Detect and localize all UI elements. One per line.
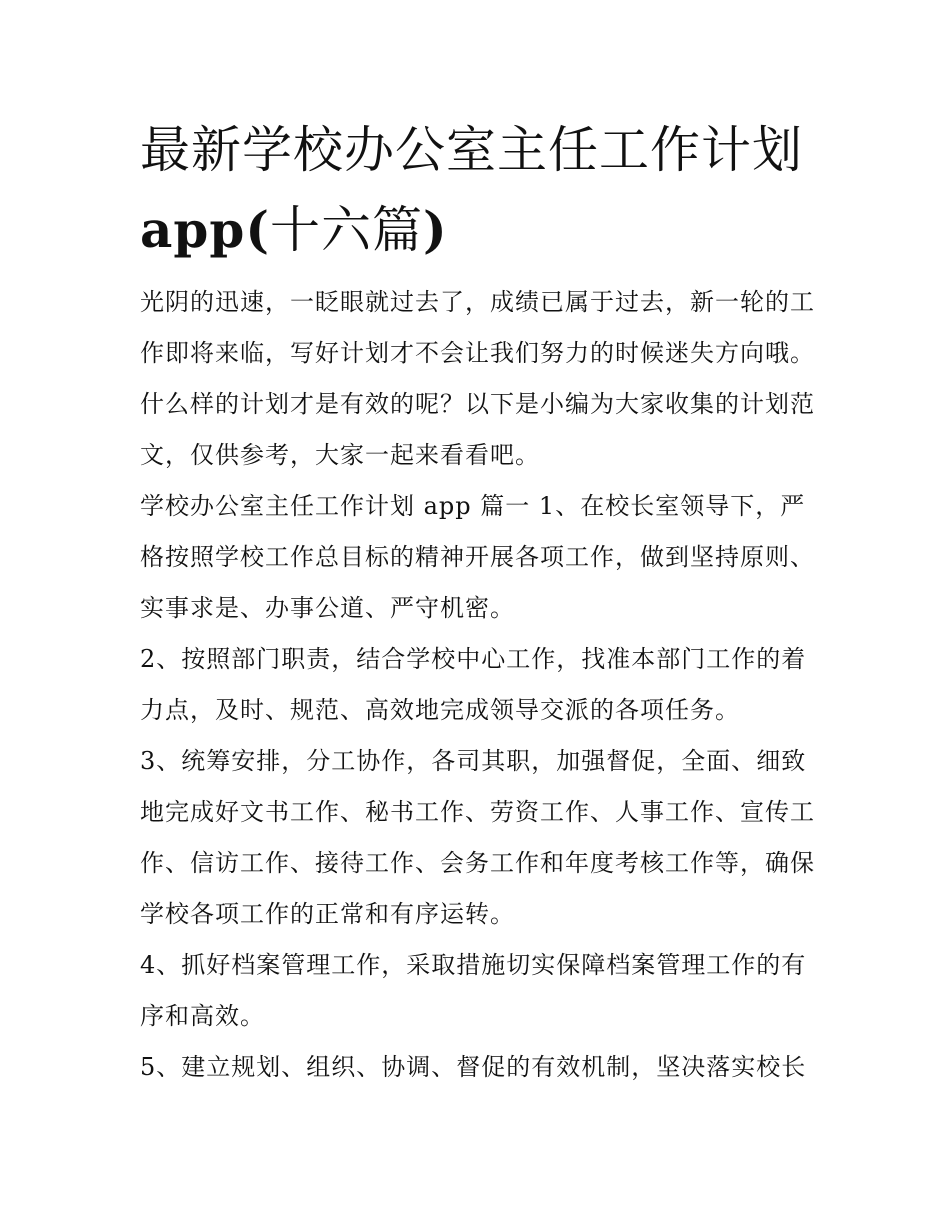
paragraph-intro: 光阴的迅速，一眨眼就过去了，成绩已属于过去，新一轮的工作即将来临，写好计划才不会让我们努力的时候迷失方向哦。什么样的计划才是有效的呢？以下是小编为大家收集的计划范文，仅供参考，大家一起来看看吧。 [140, 288, 815, 469]
title-cjk-part: 十六篇 [269, 201, 423, 259]
paragraph-item-5: 5、建立规划、组织、协调、督促的有效机制，坚决落实校长 [140, 1053, 807, 1081]
title-line-1: 最新学校办公室主任工作计划 [140, 121, 803, 179]
paragraph-item-3: 3、统筹安排，分工协作，各司其职，加强督促，全面、细致地完成好文书工作、秘书工作、劳资工作、人事工作、宣传工作、信访工作、接待工作、会务工作和年度考核工作等，确保学校各项工作的正常和有序运转。 [140, 747, 815, 928]
paragraph-item-2: 2、按照部门职责，结合学校中心工作，找准本部门工作的着力点，及时、规范、高效地完成领导交派的各项任务。 [140, 645, 807, 724]
title-latin-part: app( [140, 200, 270, 259]
paragraph-item-4: 4、抓好档案管理工作，采取措施切实保障档案管理工作的有序和高效。 [140, 951, 807, 1030]
paragraph-item-1: 学校办公室主任工作计划 app 篇一 1、在校长室领导下，严格按照学校工作总目标的精神开展各项工作，做到坚持原则、实事求是、办事公道、严守机密。 [140, 492, 815, 622]
document-title [140, 110, 820, 270]
document-body [140, 277, 820, 1093]
title-close-paren: ) [422, 200, 448, 259]
